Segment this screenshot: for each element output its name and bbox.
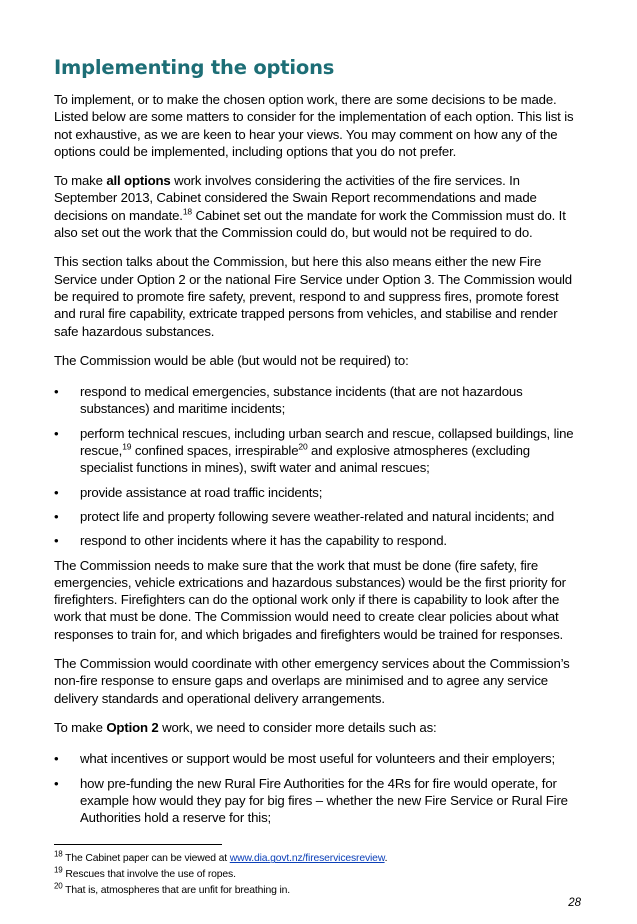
footnote-ref-18[interactable]: 18 [182,206,192,217]
list-item [54,775,581,827]
footnote-ref-19[interactable]: 19 [122,441,132,452]
able-intro-paragraph: The Commission would be able (but would not be required) to: [54,352,409,368]
option2-paragraph [54,719,581,736]
all-options-bold: all options [106,173,171,189]
footnote-ref-20[interactable]: 20 [298,441,308,452]
section-heading: Implementing the options [54,56,335,79]
bullet-icon: • [54,775,59,791]
footnote-19 [54,867,581,883]
priority-paragraph: The Commission needs to make sure that the work that must be done (fire safety, fire emergencies, vehicle extrications and hazardous substances) would be the first priority for firefighters. Firefighters can do the optional work only if there is capability to look after the work that must be done. The Commission would need to create clear policies about what responses to train for, and which brigades and firefighters would be trained for responses. [54,557,566,642]
footnote-text: The Cabinet paper can be viewed at [62,853,230,865]
footnote-divider [54,844,222,845]
list-item-text: how pre-funding the new Rural Fire Authorities for the 4Rs for fire would operate, for example how would they pay for big fires – whether the new Fire Service or Rural Fire Authorities hold a reserve for this; [80,775,568,826]
list-item-text: respond to medical emergencies, substance incidents (that are not hazardous substances) and maritime incidents; [80,384,523,417]
intro-paragraph: To implement, or to make the chosen option work, there are some decisions to be made. Listed below are some matters to consider for the implementation of each option. This list is not exhaustive, as we are keen to hear your views. You may comment on how any of the options could be implemented, including options that you do not prefer. [54,92,574,159]
all-options-text2: Cabinet set out the mandate for work the Commission must do. It also set out the work that the Commission could do, but would not be required to do. [54,207,566,241]
bullet-icon: • [54,533,59,549]
option2-list [54,750,581,826]
footnote-20 [54,883,581,899]
all-options-paragraph [54,172,581,241]
able-list [54,383,581,549]
list-item-text: and explosive atmospheres (excluding specialist functions in mines), swift water and animal rescues; [80,443,530,476]
list-item [54,750,581,767]
all-options-prefix: To make [54,173,107,189]
option2-prefix: To make [54,719,107,735]
list-item-text: provide assistance at road traffic incidents; [80,484,323,500]
list-item-text: confined spaces, irrespirable [131,443,299,459]
all-options-text1: work involves considering the activities of the fire services. In September 2013, Cabinet considered the Swain Report recommendations and made decisions on mandate. [54,173,537,223]
footnote-text: Rescues that involve the use of ropes. [62,869,236,881]
option2-text: work, we need to consider more details such as: [158,719,437,735]
bullet-icon: • [54,484,59,500]
bullet-icon: • [54,384,59,400]
bullet-icon: • [54,751,59,767]
list-item-text: protect life and property following severe weather-related and natural incidents; and [80,508,555,524]
bullet-icon: • [54,508,59,524]
list-item [54,484,581,501]
footnote-18 [54,851,581,867]
list-item-text: what incentives or support would be most useful for volunteers and their employers; [80,751,556,767]
list-item-text: respond to other incidents where it has the capability to respond. [80,533,447,549]
page-number: 28 [568,897,581,909]
section-paragraph: This section talks about the Commission, but here this also means either the new Fire Service under Option 2 or the national Fire Service under Option 3. The Commission would be required to promote fire safety, prevent, respond to and suppress fires, promote forest and rural fire capability, extricate trapped persons from vehicles, and stabilise and render safe hazardous substances. [54,254,572,339]
footnote-number: 18 [54,849,63,859]
footnote-number: 20 [54,881,63,891]
coordinate-paragraph: The Commission would coordinate with other emergency services about the Commission’s non-fire response to ensure gaps and overlaps are minimised and to agree any service delivery standards and operational delivery arrangements. [54,656,570,706]
fire-services-review-link[interactable]: www.dia.govt.nz/fireservicesreview [229,853,385,865]
footnote-number: 19 [54,865,63,875]
footnote-text: . [384,853,388,865]
option2-bold: Option 2 [106,719,159,735]
list-item [54,425,581,477]
list-item [54,532,581,549]
list-item [54,383,581,418]
list-item-text: perform technical rescues, including urban search and rescue, collapsed buildings, line rescue, [80,425,574,459]
bullet-icon: • [54,425,59,441]
list-item [54,508,581,525]
footnote-text: That is, atmospheres that are unfit for breathing in. [62,885,290,897]
